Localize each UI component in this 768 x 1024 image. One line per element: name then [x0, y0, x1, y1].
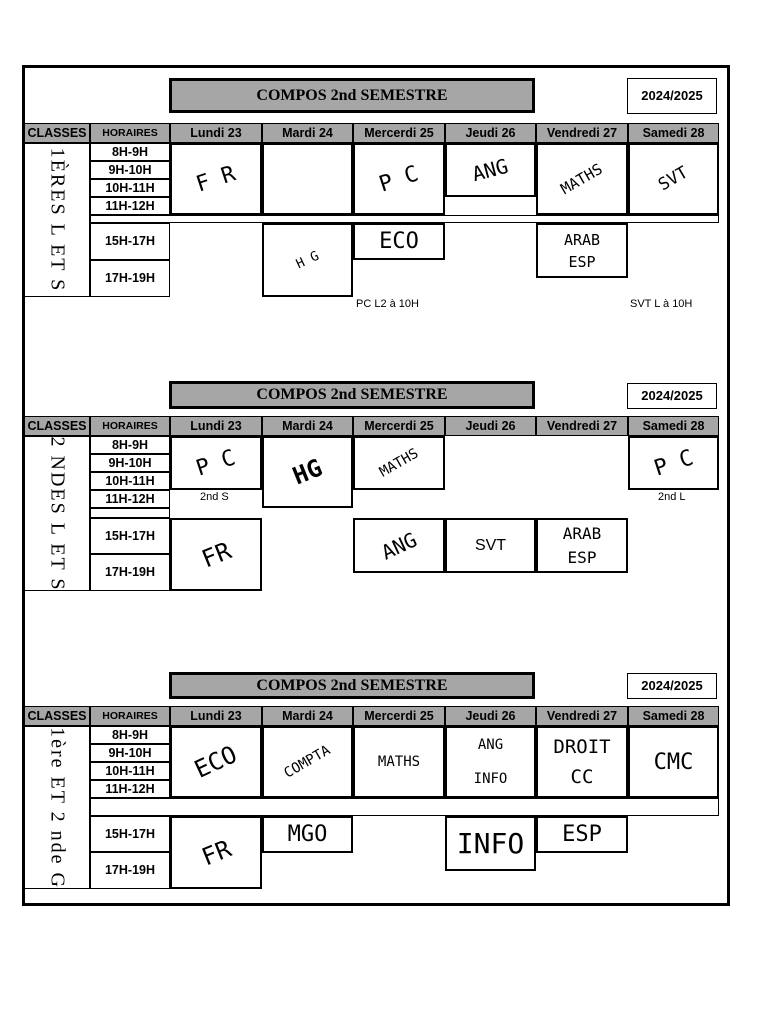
exam-cell [262, 726, 353, 798]
header-day: Samedi 28 [628, 706, 719, 726]
school-year: 2024/2025 [627, 383, 717, 409]
exam-cell [170, 436, 262, 490]
time-slot: 11H-12H [90, 780, 170, 798]
header-classes: CLASSES [24, 706, 90, 726]
exam-cell [353, 726, 445, 798]
exam-cell [170, 143, 262, 215]
header-day: Vendredi 27 [536, 416, 628, 436]
exam-cell [262, 223, 353, 297]
time-slot: 15H-17H [90, 816, 170, 852]
subject-label: H G [293, 248, 322, 272]
time-slot: 9H-10H [90, 454, 170, 472]
break-row [90, 798, 719, 816]
class-label: 2 NDES L ET S [46, 436, 69, 591]
subject-label: ECO [190, 740, 242, 784]
subject-label: CMC [653, 749, 694, 775]
header-day: Mercerdi 25 [353, 706, 445, 726]
subject-label: ESP [567, 547, 597, 567]
time-slot: 8H-9H [90, 726, 170, 744]
subject-label: CC [570, 766, 594, 788]
subject-label: MATHS [557, 159, 607, 199]
break-row [90, 508, 170, 518]
note: SVT L à 10H [630, 298, 693, 310]
subject-label: ANG [477, 737, 504, 753]
subject-label: P C [193, 444, 239, 482]
subject-label: HG [288, 453, 327, 491]
exam-cell [262, 816, 353, 853]
header-day: Lundi 23 [170, 706, 262, 726]
note: 2nd L [658, 491, 686, 503]
subject-label: MATHS [377, 754, 421, 770]
subject-label: SVT [655, 162, 692, 196]
header-day: Lundi 23 [170, 416, 262, 436]
subject-label: ESP [562, 822, 602, 847]
exam-cell [536, 726, 628, 798]
subject-label: ANG [377, 526, 421, 565]
break-row [90, 215, 719, 223]
header-day: Vendredi 27 [536, 123, 628, 143]
note: PC L2 à 10H [356, 298, 419, 310]
header-classes: CLASSES [24, 416, 90, 436]
header-day: Mercerdi 25 [353, 123, 445, 143]
header-day: Mardi 24 [262, 123, 353, 143]
time-slot: 17H-19H [90, 554, 170, 591]
time-slot: 9H-10H [90, 744, 170, 762]
subject-label: ECO [379, 229, 419, 254]
class-label: 1ÈRES L ET S [46, 147, 69, 293]
header-day: Vendredi 27 [536, 706, 628, 726]
class-label-cell [24, 143, 90, 297]
header-day: Mardi 24 [262, 416, 353, 436]
subject-label: ESP [568, 252, 596, 271]
exam-cell [353, 223, 445, 260]
time-slot: 9H-10H [90, 161, 170, 179]
exam-cell [353, 518, 445, 573]
time-slot: 15H-17H [90, 223, 170, 260]
time-slot: 10H-11H [90, 762, 170, 780]
subject-label: COMPTA [281, 742, 334, 782]
header-horaires: HORAIRES [90, 706, 170, 726]
exam-cell [628, 143, 719, 215]
subject-label: INFO [456, 827, 525, 860]
header-day: Mercerdi 25 [353, 416, 445, 436]
subject-label: MATHS [376, 445, 422, 481]
time-slot: 10H-11H [90, 179, 170, 197]
header-day: Samedi 28 [628, 123, 719, 143]
header-classes: CLASSES [24, 123, 90, 143]
header-day: Lundi 23 [170, 123, 262, 143]
class-label: 1ère ET 2 nde G [46, 726, 69, 889]
subject-label: DROIT [553, 736, 611, 758]
time-slot: 10H-11H [90, 472, 170, 490]
exam-cell [262, 436, 353, 508]
subject-label: ARAB [562, 523, 602, 543]
exam-cell [536, 816, 628, 853]
subject-label: FR [197, 536, 235, 573]
subject-label: P C [650, 444, 697, 482]
note: 2nd S [200, 491, 229, 503]
exam-cell [170, 816, 262, 889]
subject-label: ARAB [563, 230, 601, 249]
exam-cell [170, 518, 262, 591]
time-slot: 11H-12H [90, 197, 170, 215]
exam-cell [353, 143, 445, 215]
header-day: Mardi 24 [262, 706, 353, 726]
time-slot: 17H-19H [90, 260, 170, 297]
subject-label: F R [193, 160, 239, 198]
header-horaires: HORAIRES [90, 416, 170, 436]
exam-cell [445, 143, 536, 197]
header-day: Samedi 28 [628, 416, 719, 436]
subject-label: ANG [469, 153, 512, 187]
exam-cell [536, 143, 628, 215]
time-slot: 15H-17H [90, 518, 170, 554]
subject-label: MGO [287, 822, 328, 847]
exam-cell [536, 518, 628, 573]
time-slot: 8H-9H [90, 436, 170, 454]
school-year: 2024/2025 [627, 673, 717, 699]
class-label-cell [24, 436, 90, 591]
class-label-cell [24, 726, 90, 889]
section-title: COMPOS 2nd SEMESTRE [169, 78, 535, 113]
exam-cell [445, 726, 536, 798]
exam-cell [445, 816, 536, 871]
time-slot: 17H-19H [90, 852, 170, 889]
exam-cell [353, 436, 445, 490]
header-day: Jeudi 26 [445, 706, 536, 726]
time-slot: 8H-9H [90, 143, 170, 161]
subject-label: FR [197, 834, 235, 871]
empty-cell [262, 143, 353, 215]
section-title: COMPOS 2nd SEMESTRE [169, 381, 535, 409]
header-day: Jeudi 26 [445, 416, 536, 436]
exam-cell [170, 726, 262, 798]
header-day: Jeudi 26 [445, 123, 536, 143]
exam-cell [445, 518, 536, 573]
exam-cell [628, 436, 719, 490]
section-title: COMPOS 2nd SEMESTRE [169, 672, 535, 699]
subject-label: P C [376, 160, 422, 198]
subject-label: SVT [474, 536, 507, 554]
subject-label: INFO [473, 771, 508, 787]
time-slot: 11H-12H [90, 490, 170, 508]
header-horaires: HORAIRES [90, 123, 170, 143]
school-year: 2024/2025 [627, 78, 717, 114]
exam-cell [536, 223, 628, 278]
exam-cell [628, 726, 719, 798]
